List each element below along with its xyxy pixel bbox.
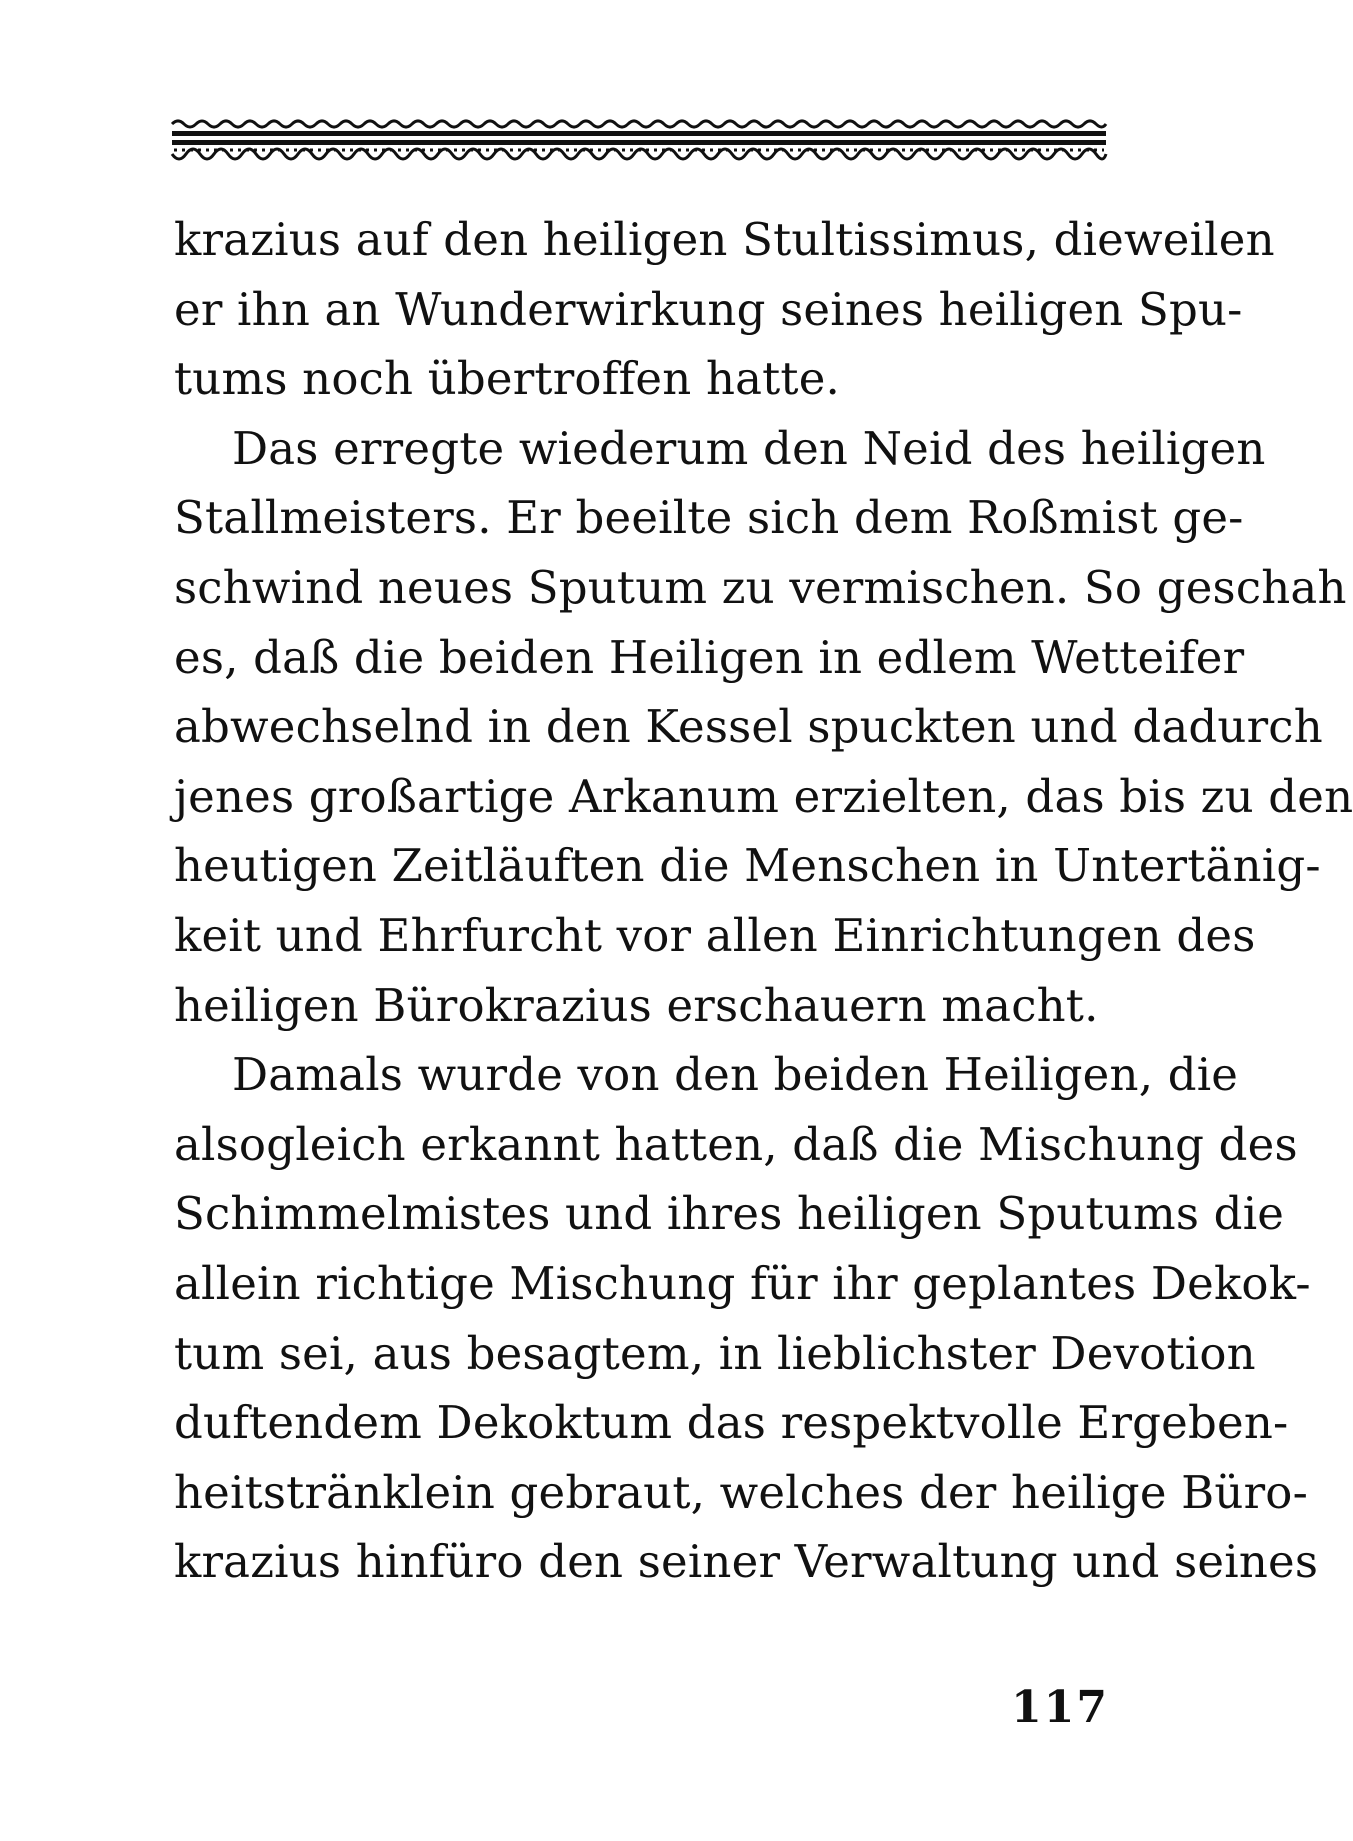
text-line: krazius hinfüro den seiner Verwaltung und seines xyxy=(174,1535,1319,1589)
text-line: es, daß die beiden Heiligen in edlem Wetteifer xyxy=(174,630,1245,684)
ornament-bar-1 xyxy=(172,131,1106,136)
text-line: tums noch übertroffen hatte. xyxy=(174,352,841,406)
text-line: Das erregte wiederum den Neid des heiligen xyxy=(232,421,1266,475)
text-line: heutigen Zeitläuften die Menschen in Untertänig- xyxy=(174,839,1321,893)
text-line: tum sei, aus besagtem, in lieblichster Devotion xyxy=(174,1326,1256,1380)
text-line: schwind neues Sputum zu vermischen. So geschah xyxy=(174,560,1347,614)
text-line: jenes großartige Arkanum erzielten, das bis zu den xyxy=(174,769,1353,823)
text-line: heiligen Bürokrazius erschauern macht. xyxy=(174,978,1099,1032)
text-line: Schimmelmistes und ihres heiligen Sputums die xyxy=(174,1187,1285,1241)
ornament-bar-2 xyxy=(172,140,1106,145)
text-line: abwechselnd in den Kessel spuckten und dadurch xyxy=(174,700,1323,754)
page-number: 117 xyxy=(1011,1682,1109,1733)
text-line: keit und Ehrfurcht vor allen Einrichtungen des xyxy=(174,908,1256,962)
text-line: alsogleich erkannt hatten, daß die Mischung des xyxy=(174,1117,1298,1171)
text-line: Stallmeisters. Er beeilte sich dem Roßmist ge- xyxy=(174,491,1244,545)
text-line: allein richtige Mischung für ihr geplantes Dekok- xyxy=(174,1256,1311,1310)
text-line: heitstränklein gebraut, welches der heilige Büro- xyxy=(174,1465,1309,1519)
text-line: Damals wurde von den beiden Heiligen, die xyxy=(232,1048,1239,1102)
body-text xyxy=(174,205,1353,1597)
text-line: er ihn an Wunderwirkung seines heiligen Spu- xyxy=(174,282,1243,336)
text-line: krazius auf den heiligen Stultissimus, dieweilen xyxy=(174,213,1275,266)
decorative-header-ornament xyxy=(172,118,1106,168)
ornament-wave-top xyxy=(172,121,1106,127)
text-line: duftendem Dekoktum das respektvolle Ergeben- xyxy=(174,1396,1289,1450)
